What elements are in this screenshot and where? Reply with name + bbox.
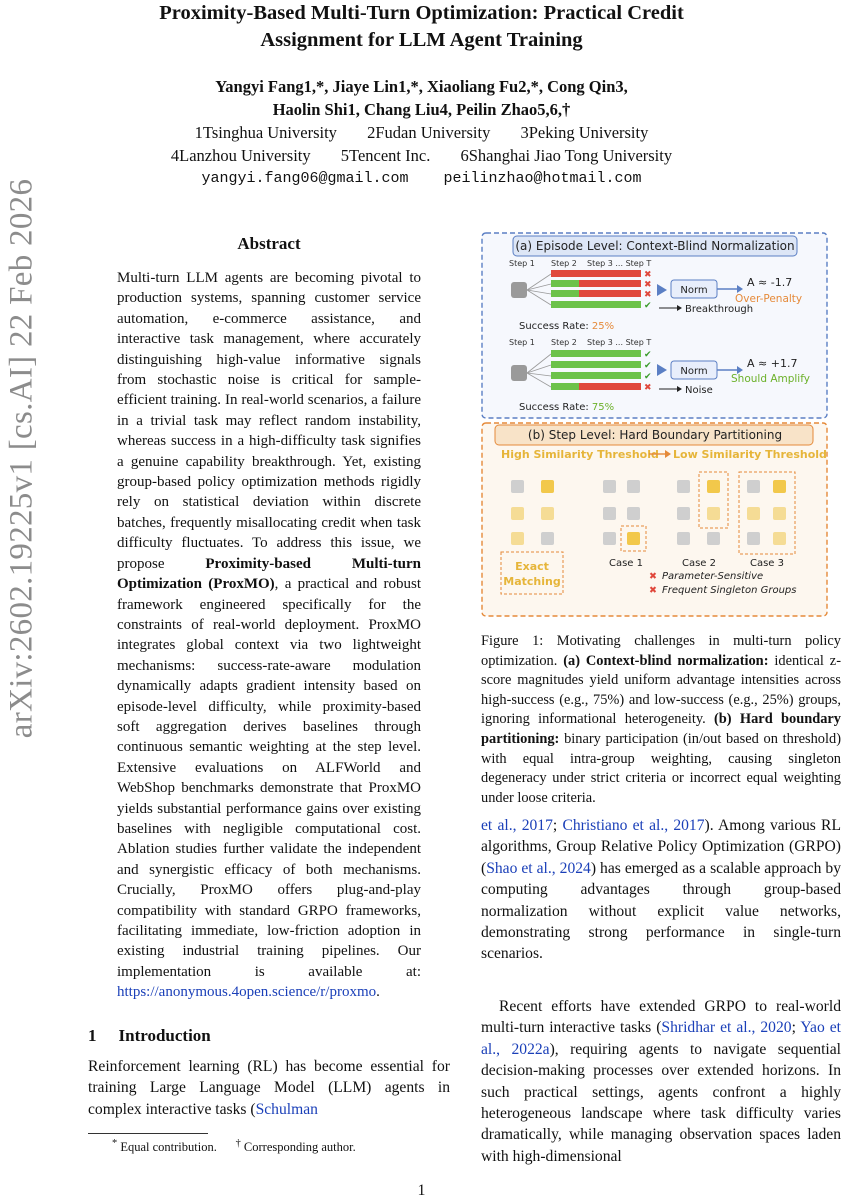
author-list	[0, 75, 843, 121]
over-penalty-label: Over-Penalty	[735, 293, 803, 305]
citation-schulman[interactable]: Schulman	[255, 1100, 318, 1118]
citation-schulman-2017[interactable]: et al., 2017	[481, 817, 553, 834]
svg-text:Step 1: Step 1	[509, 338, 535, 347]
right-paragraph-2: Recent efforts have extended GRPO to real-world multi-turn interactive tasks (Shridhar et al., 2020; Yao et al., 2022a), requiring agents to navigate sequential decision-making processes over extended horizons. In such practical settings, agents confront a highly heterogeneous landscape where task difficulty varies dramatically, while managing observation spaces laden with high-dimensional	[481, 998, 841, 1165]
email-2: peilinzhao@hotmail.com	[443, 170, 642, 187]
svg-text:Norm: Norm	[680, 366, 708, 377]
right-paragraph-1: et al., 2017; Christiano et al., 2017). Among various RL algorithms, Group Relative Policy Optimization (GRPO) (Shao et al., 2024) has emerged as a scalable approach by computing advantages through group-based normalization without explicit value networks, demonstrating strong performance in single-turn scenarios.	[481, 817, 842, 963]
authors-line-2: Haolin Shi1, Chang Liu4, Peilin Zhao5,6,†	[272, 100, 571, 119]
svg-text:Success Rate: 75%: Success Rate: 75%	[519, 402, 615, 413]
svg-text:✔: ✔	[644, 372, 652, 382]
citation-shridhar[interactable]: Shridhar et al., 2020	[661, 1019, 792, 1037]
svg-text:✖: ✖	[649, 585, 657, 596]
affiliation-3: 3Peking University	[520, 123, 649, 142]
noise-label: Noise	[685, 385, 713, 396]
figure-1	[481, 232, 828, 617]
svg-text:✖: ✖	[644, 280, 652, 290]
breakthrough-label: Breakthrough	[685, 304, 754, 315]
panel-b-title: (b) Step Level: Hard Boundary Partitioning	[527, 428, 783, 442]
high-similarity-label: High Similarity Threshold	[501, 448, 659, 461]
abstract-heading: Abstract	[237, 234, 301, 253]
svg-text:✔: ✔	[644, 361, 652, 371]
step3t-label: Step 3 ... Step T	[587, 259, 652, 268]
implementation-link[interactable]: https://anonymous.4open.science/r/proxmo	[117, 984, 377, 1001]
svg-text:✖: ✖	[644, 270, 652, 280]
email-1: yangyi.fang06@gmail.com	[201, 170, 409, 187]
case1-label: Case 1	[608, 558, 644, 569]
abstract-body: Multi-turn LLM agents are becoming pivotal to production systems, spanning customer service automation, e-commerce assistance, and interactive task management, where accurately distinguishing high-value informative signals from stochastic noise is critical for sample-efficient training. In real-world scenarios, a failure in a trivial task may reflect random instability, whereas success in a high-difficulty task signifies a genuine capability breakthrough. Yet, existing group-based policy optimization methods rigidly rely on statistical deviation within discrete batches, frequently misallocating credit when task difficulty fluctuates. To address this issue, we propose Proximity-based Multi-turn Optimization (ProxMO), a practical and robust framework engineered specifically for the constraints of real-world deployment. ProxMO integrates global context via two lightweight mechanisms: success-rate-aware modulation dynamically adapts gradient intensity based on episode-level difficulty, while proximity-based soft aggregation derives baselines through continuous semantic weighting at the step level. Extensive evaluations on ALFWorld and WebShop benchmarks demonstrate that ProxMO yields substantial performance gains over existing baselines with negligible computational cost. Ablation studies further validate the independent and synergistic efficacy of both mechanisms. Crucially, ProxMO offers plug-and-play compatibility with standard GRPO frameworks, facilitating immediate, low-friction adoption in existing industrial training pipelines. Our implementation is available at: https://anonymous.4open.science/r/proxmo.	[117, 270, 421, 1001]
svg-text:Exact: Exact	[515, 560, 549, 573]
citation-yao[interactable]: Yao et al., 2022a	[481, 1019, 841, 1058]
svg-text:Step 2: Step 2	[551, 338, 577, 347]
paper-title	[0, 0, 843, 54]
arxiv-stamp: arXiv:2602.19225v1 [cs.AI] 22 Feb 2026	[3, 178, 40, 739]
success-rate-low: 25%	[591, 321, 615, 332]
svg-text:✖: ✖	[644, 383, 652, 393]
advantage-negative: A ≈ -1.7	[747, 276, 793, 289]
svg-text:✖: ✖	[649, 571, 657, 582]
affiliation-2: 2Fudan University	[367, 123, 491, 142]
svg-text:Matching: Matching	[503, 575, 561, 588]
page-number: 1	[417, 1182, 426, 1199]
introduction-text: Reinforcement learning (RL) has become essential for training Large Language Model (LLM) agents in complex interactive tasks (Schulman	[88, 1058, 450, 1118]
figure-caption: Figure 1: Motivating challenges in multi-turn policy optimization. (a) Context-blind normalization: identical z-score magnitudes yield uniform advantage intensities across high-success (e.g., 75%) and low-success (e.g., 25%) groups, ignoring informational heterogeneity. (b) Hard boundary partitioning: binary participation (in/out based on threshold) with equal intra-group weighting, causing singleton degeneracy under strict criteria or incorrect equal weighting under loose criteria.	[481, 633, 841, 806]
footnote: * Equal contribution. † Corresponding author.	[112, 1138, 356, 1155]
section-heading-introduction: 1 Introduction	[88, 1026, 211, 1045]
issue-parameter-sensitive: Parameter-Sensitive	[662, 571, 764, 582]
authors-line-1: Yangyi Fang1,*, Jiaye Lin1,*, Xiaoliang Fu2,*, Cong Qin3,	[215, 77, 628, 96]
svg-text:Step 3 ... Step T: Step 3 ... Step T	[587, 338, 652, 347]
svg-text:Success Rate: 25%: Success Rate: 25%	[519, 321, 615, 332]
affiliation-5: 5Tencent Inc.	[340, 146, 431, 165]
citation-christiano[interactable]: Christiano et al., 2017	[562, 817, 705, 834]
advantage-positive: A ≈ +1.7	[747, 357, 798, 370]
svg-text:✖: ✖	[644, 290, 652, 300]
step1-label: Step 1	[509, 259, 535, 268]
case3-label: Case 3	[749, 558, 785, 569]
should-amplify-label: Should Amplify	[731, 373, 810, 385]
affiliation-6: 6Shanghai Jiao Tong University	[460, 146, 673, 165]
step2-label: Step 2	[551, 259, 577, 268]
affiliations	[0, 121, 843, 190]
affiliation-4: 4Lanzhou University	[170, 146, 311, 165]
title-line-1: Proximity-Based Multi-Turn Optimization: Practical Credit	[159, 2, 684, 24]
issue-singleton-groups: Frequent Singleton Groups	[662, 585, 797, 596]
citation-shao[interactable]: Shao et al., 2024	[486, 859, 591, 877]
low-similarity-label: Low Similarity Threshold	[673, 448, 827, 461]
svg-text:✔: ✔	[644, 350, 652, 360]
state-node	[511, 282, 527, 298]
svg-text:✔: ✔	[644, 301, 652, 311]
panel-a-title: (a) Episode Level: Context-Blind Normalization	[515, 239, 795, 253]
affiliation-1: 1Tsinghua University	[194, 123, 337, 142]
case2-label: Case 2	[681, 558, 717, 569]
success-rate-high: 75%	[591, 402, 615, 413]
title-line-2: Assignment for LLM Agent Training	[260, 29, 583, 51]
footnote-rule	[88, 1133, 208, 1134]
svg-text:Norm: Norm	[680, 285, 708, 296]
